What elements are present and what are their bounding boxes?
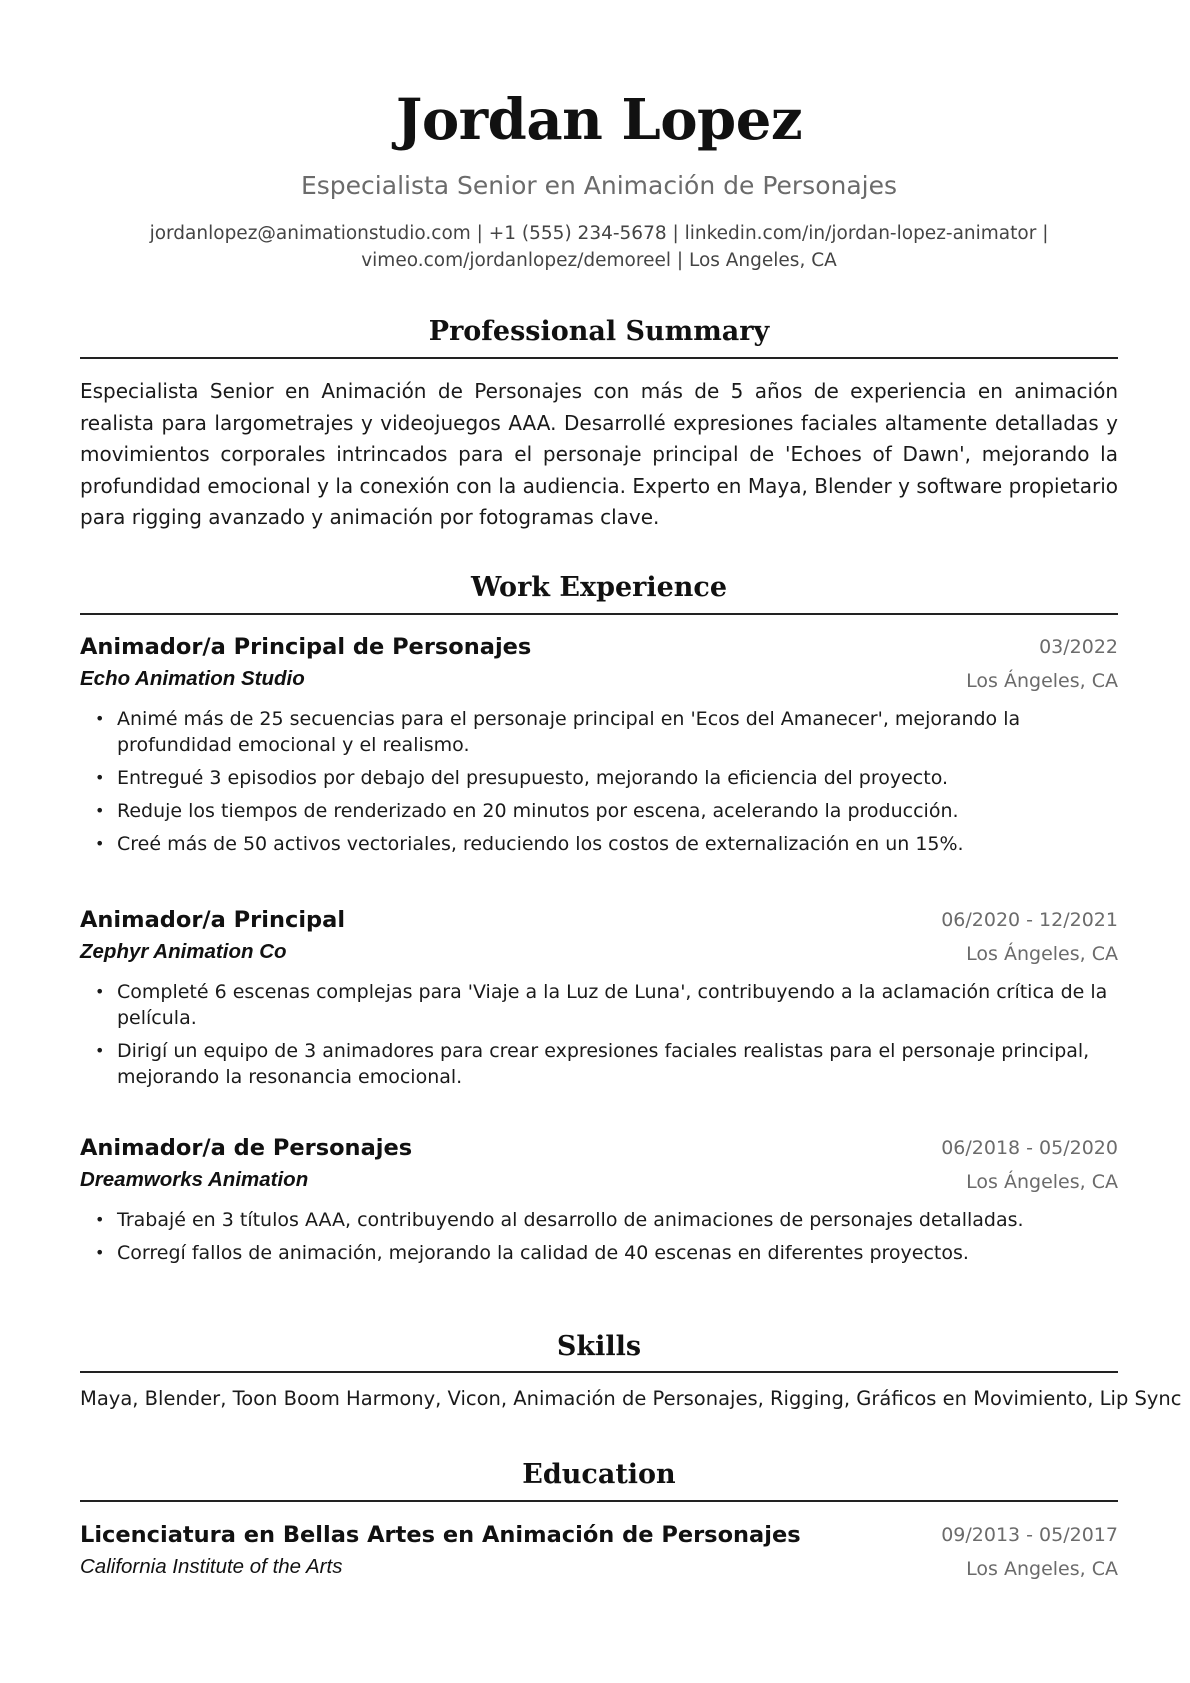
role-company: Dreamworks Animation [80,1168,309,1191]
role-title: Animador/a Principal de Personajes [80,634,532,660]
list-item: • Trabajé en 3 títulos AAA, contribuyendo al desarrollo de animaciones de personajes detalladas. [80,1207,1118,1233]
contact-line-2: vimeo.com/jordanlopez/demoreel | Los Angeles, CA [361,250,837,271]
role-company: Zephyr Animation Co [80,940,287,963]
list-item: • Corregí fallos de animación, mejorando la calidad de 40 escenas en diferentes proyectos. [80,1240,1118,1266]
list-item: • Entregué 3 episodios por debajo del presupuesto, mejorando la eficiencia del proyecto. [80,765,1118,791]
school-location: Los Angeles, CA [966,1558,1118,1580]
list-item: • Animé más de 25 secuencias para el personaje principal en 'Ecos del Amanecer', mejorando la profundidad emocional y el realismo. [80,706,1118,758]
role-location: Los Ángeles, CA [966,943,1118,965]
contact-line-1: jordanlopez@animationstudio.com | +1 (555) 234-5678 | linkedin.com/in/jordan-lopez-animator | [149,223,1049,244]
summary-divider [80,357,1118,359]
role-date: 06/2020 - 12/2021 [941,909,1118,931]
role-location: Los Ángeles, CA [966,670,1118,692]
summary-heading: Professional Summary [428,316,770,347]
role-location: Los Ángeles, CA [966,1171,1118,1193]
list-item: • Creé más de 50 activos vectoriales, reduciendo los costos de externalización en un 15%. [80,831,1118,857]
contact-info [80,220,1118,274]
candidate-title: Especialista Senior en Animación de Personajes [300,171,898,200]
role-bullets [80,979,1118,1097]
role-title: Animador/a de Personajes [80,1135,413,1161]
role-date: 06/2018 - 05/2020 [941,1137,1118,1159]
role-bullets [80,1207,1118,1273]
experience-divider [80,613,1118,615]
skills-heading: Skills [556,1331,642,1362]
education-date: 09/2013 - 05/2017 [941,1524,1118,1546]
role-title: Animador/a Principal [80,907,346,933]
candidate-name: Jordan Lopez [395,87,803,153]
degree-title: Licenciatura en Bellas Artes en Animación de Personajes [80,1522,801,1548]
skills-list: Maya, Blender, Toon Boom Harmony, Vicon, Animación de Personajes, Rigging, Gráficos en Movimiento, Lip Sync [80,1387,1182,1410]
experience-heading: Work Experience [470,572,728,603]
role-date: 03/2022 [1039,636,1118,658]
education-heading: Education [522,1459,676,1490]
list-item: • Completé 6 escenas complejas para 'Viaje a la Luz de Luna', contribuyendo a la aclamación crítica de la película. [80,979,1118,1031]
role-bullets [80,706,1118,864]
education-divider [80,1500,1118,1502]
school-name: California Institute of the Arts [80,1555,343,1578]
role-company: Echo Animation Studio [80,667,305,690]
list-item: • Dirigí un equipo de 3 animadores para crear expresiones faciales realistas para el personaje principal, mejorando la resonancia emocional. [80,1038,1118,1090]
list-item: • Reduje los tiempos de renderizado en 20 minutos por escena, acelerando la producción. [80,798,1118,824]
summary-text: Especialista Senior en Animación de Personajes con más de 5 años de experiencia en animación realista para largometrajes y videojuegos AAA. Desarrollé expresiones faciales altamente detalladas y movimientos corporales intrincados para el personaje principal de 'Echoes of Dawn', mejorando la profundidad emocional y la conexión con la audiencia. Experto en Maya, Blender y software propietario para rigging avanzado y animación por fotogramas clave. [80,379,1118,529]
skills-divider [80,1371,1118,1373]
